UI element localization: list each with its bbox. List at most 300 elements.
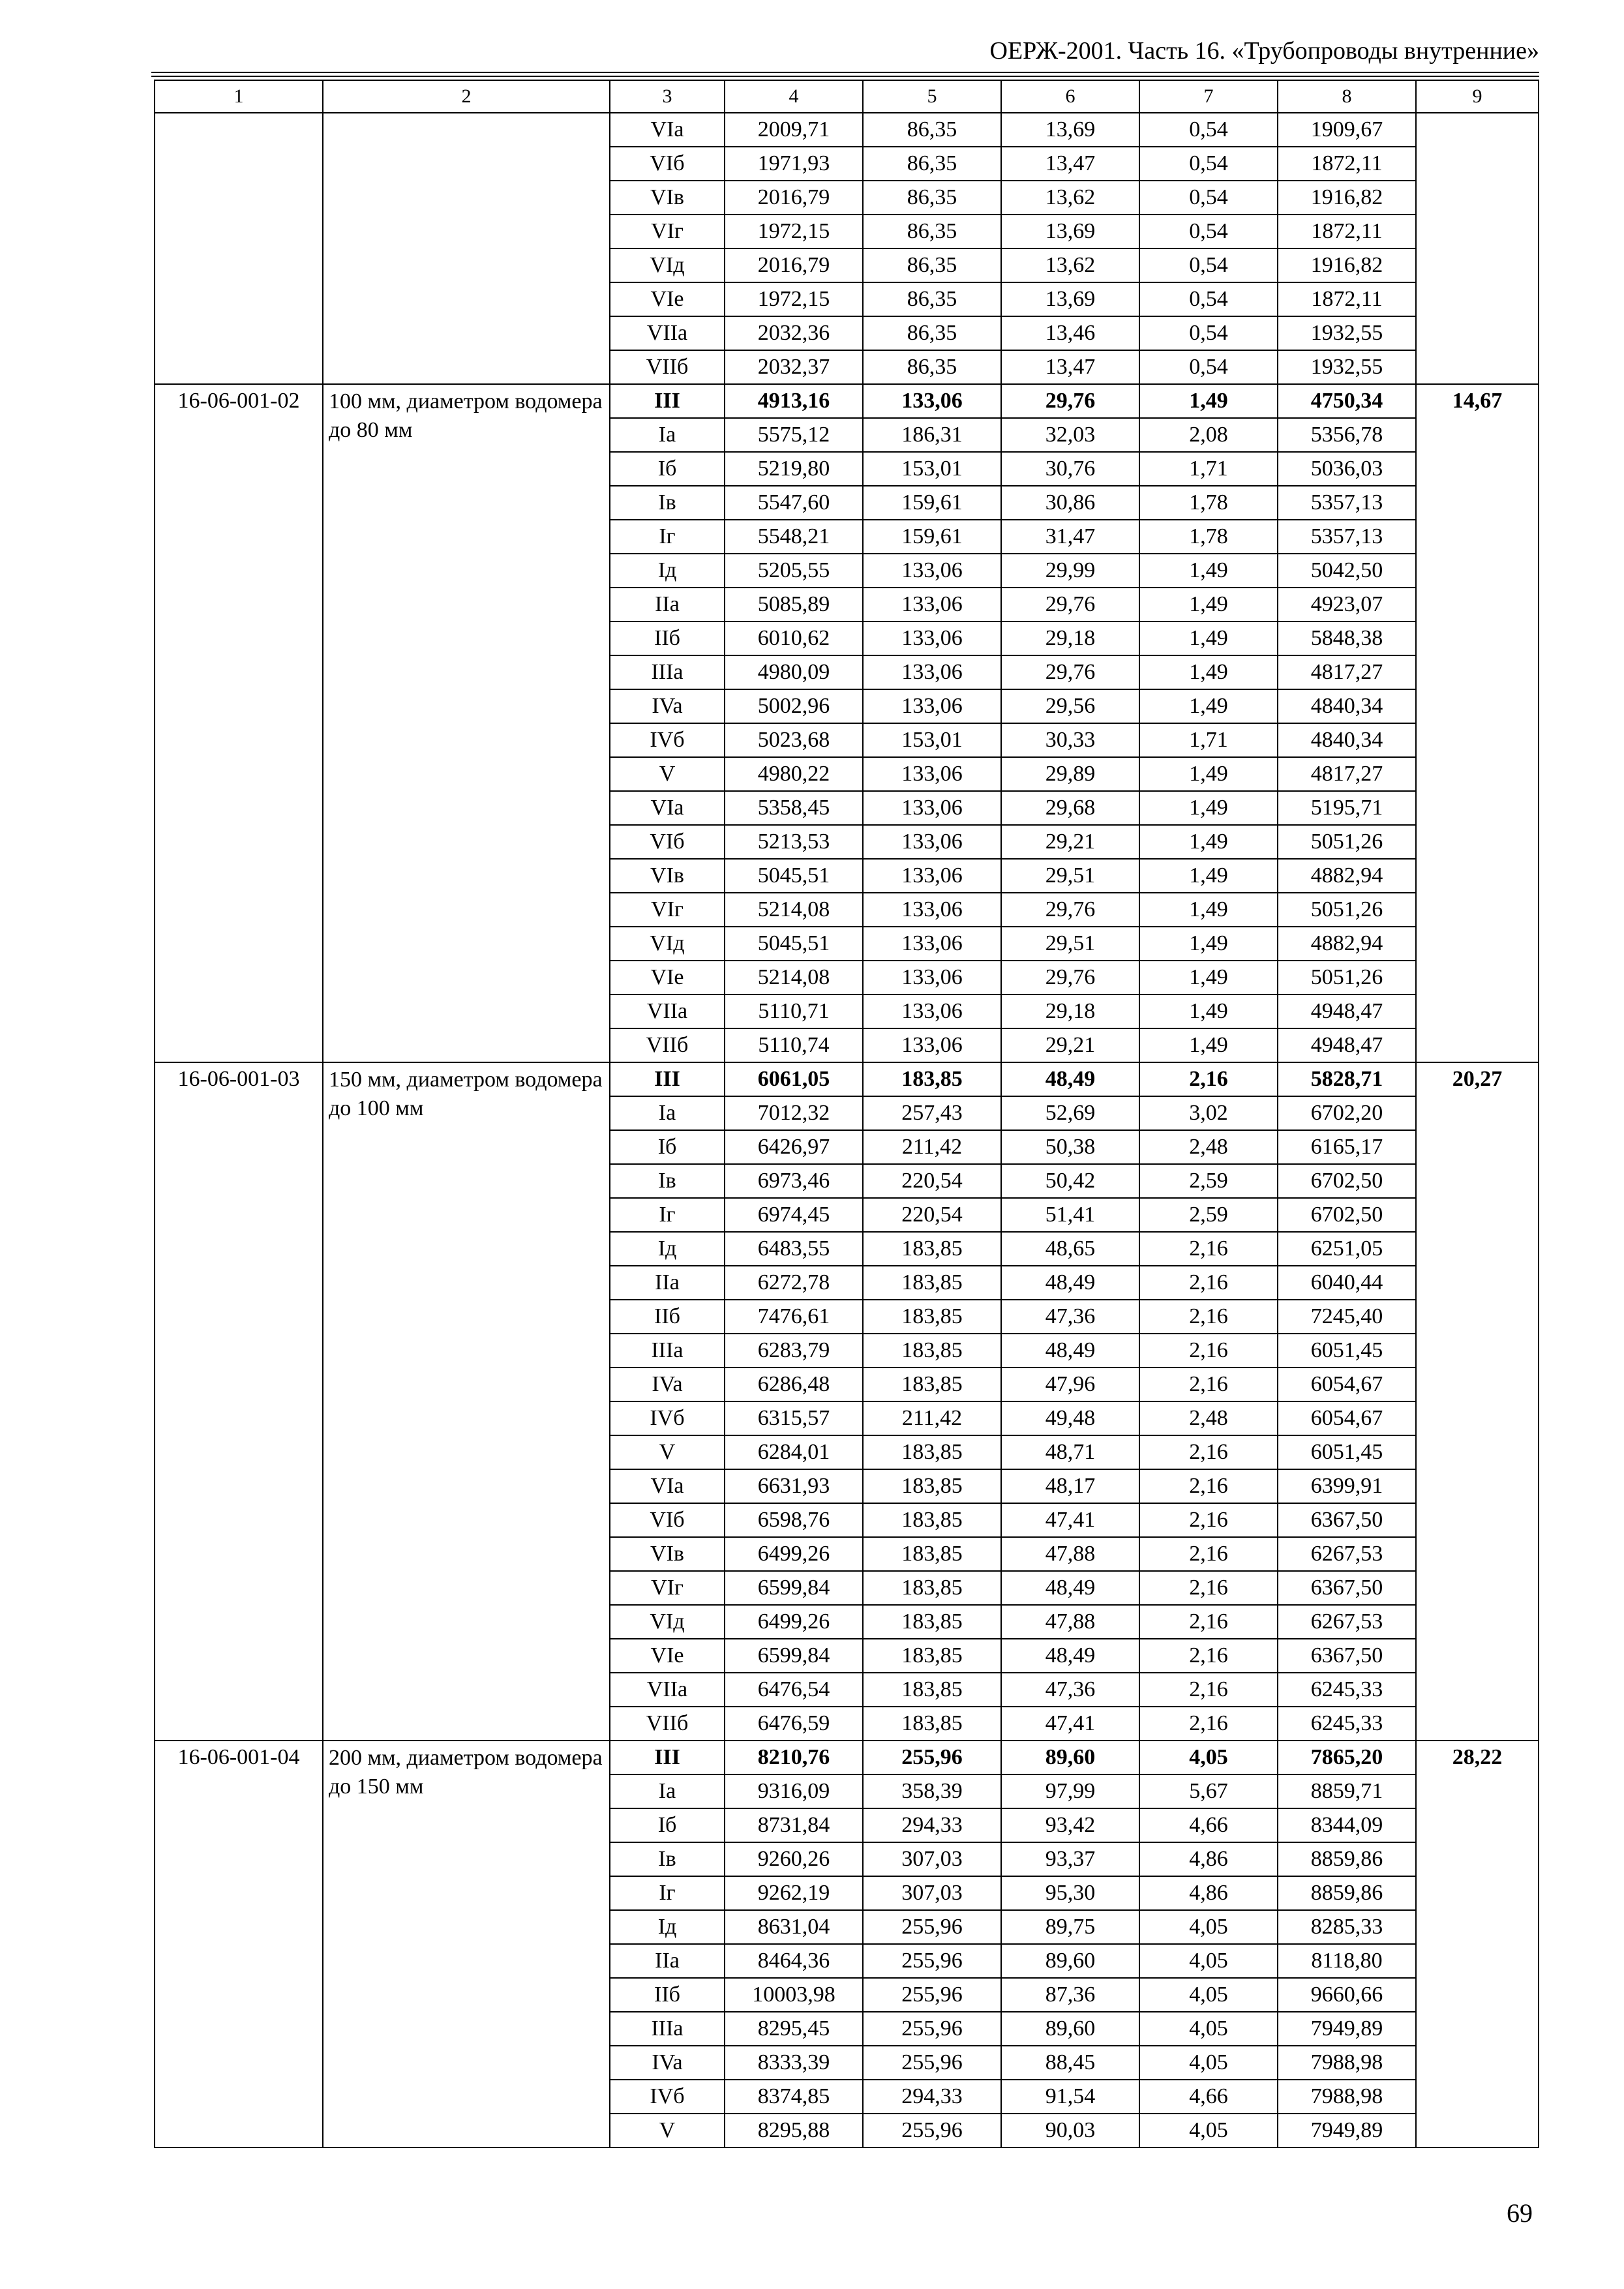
machine-cost-cell: 13,47	[1001, 147, 1139, 181]
wages-cell: 133,06	[863, 791, 1001, 825]
wages-cell: 183,85	[863, 1300, 1001, 1334]
zone-cell: IVб	[610, 723, 725, 757]
materials-cost-cell: 5042,50	[1278, 554, 1416, 588]
rate-description: 150 мм, диаметром водомера до 100 мм	[323, 1062, 610, 1741]
machine-cost-cell: 29,21	[1001, 825, 1139, 859]
driver-wages-cell: 0,54	[1139, 316, 1278, 350]
total-cost-cell: 8295,45	[725, 2012, 863, 2046]
driver-wages-cell: 0,54	[1139, 282, 1278, 316]
wages-cell: 159,61	[863, 486, 1001, 520]
table-row	[155, 113, 1539, 147]
driver-wages-cell: 1,71	[1139, 452, 1278, 486]
wages-cell: 255,96	[863, 2012, 1001, 2046]
wages-cell: 183,85	[863, 1266, 1001, 1300]
wages-cell: 183,85	[863, 1537, 1001, 1571]
zone-cell: III	[610, 1062, 725, 1096]
zone-cell: IVa	[610, 2046, 725, 2080]
total-cost-cell: 6283,79	[725, 1334, 863, 1368]
wages-cell: 183,85	[863, 1334, 1001, 1368]
machine-cost-cell: 29,18	[1001, 621, 1139, 655]
materials-cost-cell: 6051,45	[1278, 1334, 1416, 1368]
zone-cell: Iв	[610, 1164, 725, 1198]
materials-cost-cell: 1932,55	[1278, 316, 1416, 350]
total-cost-cell: 5214,08	[725, 893, 863, 927]
driver-wages-cell: 3,02	[1139, 1096, 1278, 1130]
page-number: 69	[1507, 2198, 1533, 2228]
wages-cell: 86,35	[863, 350, 1001, 384]
materials-cost-cell: 8118,80	[1278, 1944, 1416, 1978]
driver-wages-cell: 1,49	[1139, 893, 1278, 927]
total-cost-cell: 2009,71	[725, 113, 863, 147]
wages-cell: 133,06	[863, 588, 1001, 621]
materials-cost-cell: 6267,53	[1278, 1537, 1416, 1571]
driver-wages-cell: 2,16	[1139, 1673, 1278, 1707]
zone-cell: VIв	[610, 1537, 725, 1571]
materials-cost-cell: 6267,53	[1278, 1605, 1416, 1639]
wages-cell: 133,06	[863, 995, 1001, 1028]
materials-cost-cell: 5051,26	[1278, 961, 1416, 995]
total-cost-cell: 9316,09	[725, 1774, 863, 1808]
materials-cost-cell: 4817,27	[1278, 757, 1416, 791]
machine-cost-cell: 88,45	[1001, 2046, 1139, 2080]
machine-cost-cell: 13,69	[1001, 113, 1139, 147]
driver-wages-cell: 1,49	[1139, 655, 1278, 689]
wages-cell: 133,06	[863, 825, 1001, 859]
materials-cost-cell: 5357,13	[1278, 520, 1416, 554]
zone-cell: IIIa	[610, 1334, 725, 1368]
zone-cell: VIб	[610, 147, 725, 181]
zone-cell: IIa	[610, 588, 725, 621]
materials-cost-cell: 5195,71	[1278, 791, 1416, 825]
wages-cell: 307,03	[863, 1876, 1001, 1910]
driver-wages-cell: 1,71	[1139, 723, 1278, 757]
wages-cell: 133,06	[863, 927, 1001, 961]
materials-cost-cell: 6245,33	[1278, 1673, 1416, 1707]
materials-cost-cell: 5357,13	[1278, 486, 1416, 520]
materials-cost-cell: 7245,40	[1278, 1300, 1416, 1334]
materials-cost-cell: 6251,05	[1278, 1232, 1416, 1266]
driver-wages-cell: 4,05	[1139, 1910, 1278, 1944]
total-cost-cell: 6426,97	[725, 1130, 863, 1164]
wages-cell: 86,35	[863, 181, 1001, 215]
zone-cell: V	[610, 2114, 725, 2147]
zone-cell: Ia	[610, 1774, 725, 1808]
driver-wages-cell: 1,78	[1139, 520, 1278, 554]
materials-cost-cell: 6702,50	[1278, 1198, 1416, 1232]
zone-cell: VIд	[610, 927, 725, 961]
machine-cost-cell: 29,76	[1001, 893, 1139, 927]
wages-cell: 86,35	[863, 282, 1001, 316]
driver-wages-cell: 2,08	[1139, 418, 1278, 452]
machine-cost-cell: 47,96	[1001, 1368, 1139, 1401]
zone-cell: VIIa	[610, 995, 725, 1028]
wages-cell: 183,85	[863, 1062, 1001, 1096]
driver-wages-cell: 1,49	[1139, 689, 1278, 723]
driver-wages-cell: 4,86	[1139, 1876, 1278, 1910]
driver-wages-cell: 1,49	[1139, 554, 1278, 588]
zone-cell: IIIa	[610, 655, 725, 689]
column-number-row	[155, 80, 1539, 113]
total-cost-cell: 6272,78	[725, 1266, 863, 1300]
machine-cost-cell: 93,37	[1001, 1842, 1139, 1876]
wages-cell: 255,96	[863, 1944, 1001, 1978]
zone-cell: IIб	[610, 1978, 725, 2012]
materials-cost-cell: 5051,26	[1278, 893, 1416, 927]
labor-hours-cell: 14,67	[1416, 384, 1539, 1062]
machine-cost-cell: 29,51	[1001, 859, 1139, 893]
zone-cell: Iг	[610, 1198, 725, 1232]
zone-cell: VIa	[610, 113, 725, 147]
total-cost-cell: 6599,84	[725, 1639, 863, 1673]
zone-cell: VIa	[610, 1469, 725, 1503]
total-cost-cell: 5002,96	[725, 689, 863, 723]
driver-wages-cell: 1,49	[1139, 791, 1278, 825]
column-number: 5	[863, 80, 1001, 113]
total-cost-cell: 4913,16	[725, 384, 863, 418]
driver-wages-cell: 1,78	[1139, 486, 1278, 520]
machine-cost-cell: 48,49	[1001, 1334, 1139, 1368]
total-cost-cell: 6061,05	[725, 1062, 863, 1096]
zone-cell: VIa	[610, 791, 725, 825]
zone-cell: VIв	[610, 181, 725, 215]
total-cost-cell: 6286,48	[725, 1368, 863, 1401]
materials-cost-cell: 4882,94	[1278, 927, 1416, 961]
driver-wages-cell: 2,16	[1139, 1266, 1278, 1300]
rate-code: 16-06-001-02	[155, 384, 323, 1062]
wages-cell: 133,06	[863, 1028, 1001, 1062]
column-number: 3	[610, 80, 725, 113]
driver-wages-cell: 2,16	[1139, 1707, 1278, 1741]
materials-cost-cell: 1916,82	[1278, 248, 1416, 282]
driver-wages-cell: 0,54	[1139, 181, 1278, 215]
driver-wages-cell: 4,05	[1139, 1978, 1278, 2012]
total-cost-cell: 6483,55	[725, 1232, 863, 1266]
zone-cell: Iг	[610, 520, 725, 554]
machine-cost-cell: 89,75	[1001, 1910, 1139, 1944]
driver-wages-cell: 5,67	[1139, 1774, 1278, 1808]
zone-cell: IVб	[610, 1401, 725, 1435]
driver-wages-cell: 1,49	[1139, 621, 1278, 655]
driver-wages-cell: 2,16	[1139, 1300, 1278, 1334]
wages-cell: 86,35	[863, 248, 1001, 282]
wages-cell: 86,35	[863, 316, 1001, 350]
materials-cost-cell: 5848,38	[1278, 621, 1416, 655]
total-cost-cell: 6284,01	[725, 1435, 863, 1469]
zone-cell: VIг	[610, 215, 725, 248]
materials-cost-cell: 7988,98	[1278, 2080, 1416, 2114]
labor-hours-cell	[1416, 113, 1539, 384]
wages-cell: 183,85	[863, 1639, 1001, 1673]
zone-cell: VIe	[610, 1639, 725, 1673]
total-cost-cell: 4980,22	[725, 757, 863, 791]
total-cost-cell: 5110,71	[725, 995, 863, 1028]
total-cost-cell: 5358,45	[725, 791, 863, 825]
total-cost-cell: 5214,08	[725, 961, 863, 995]
header-double-rule	[151, 72, 1539, 77]
materials-cost-cell: 7949,89	[1278, 2114, 1416, 2147]
machine-cost-cell: 48,71	[1001, 1435, 1139, 1469]
wages-cell: 220,54	[863, 1164, 1001, 1198]
driver-wages-cell: 2,16	[1139, 1537, 1278, 1571]
machine-cost-cell: 31,47	[1001, 520, 1139, 554]
driver-wages-cell: 2,16	[1139, 1639, 1278, 1673]
materials-cost-cell: 8285,33	[1278, 1910, 1416, 1944]
total-cost-cell: 4980,09	[725, 655, 863, 689]
total-cost-cell: 1972,15	[725, 282, 863, 316]
zone-cell: IIa	[610, 1944, 725, 1978]
machine-cost-cell: 90,03	[1001, 2114, 1139, 2147]
materials-cost-cell: 7949,89	[1278, 2012, 1416, 2046]
materials-cost-cell: 6702,20	[1278, 1096, 1416, 1130]
wages-cell: 220,54	[863, 1198, 1001, 1232]
machine-cost-cell: 47,36	[1001, 1673, 1139, 1707]
total-cost-cell: 5575,12	[725, 418, 863, 452]
driver-wages-cell: 1,49	[1139, 859, 1278, 893]
materials-cost-cell: 1872,11	[1278, 282, 1416, 316]
wages-cell: 133,06	[863, 621, 1001, 655]
wages-cell: 211,42	[863, 1401, 1001, 1435]
driver-wages-cell: 4,05	[1139, 2114, 1278, 2147]
machine-cost-cell: 52,69	[1001, 1096, 1139, 1130]
zone-cell: V	[610, 757, 725, 791]
materials-cost-cell: 6054,67	[1278, 1368, 1416, 1401]
wages-cell: 183,85	[863, 1469, 1001, 1503]
machine-cost-cell: 87,36	[1001, 1978, 1139, 2012]
total-cost-cell: 8374,85	[725, 2080, 863, 2114]
machine-cost-cell: 50,38	[1001, 1130, 1139, 1164]
rate-code: 16-06-001-03	[155, 1062, 323, 1741]
driver-wages-cell: 1,49	[1139, 757, 1278, 791]
machine-cost-cell: 13,69	[1001, 215, 1139, 248]
machine-cost-cell: 13,62	[1001, 248, 1139, 282]
wages-cell: 307,03	[863, 1842, 1001, 1876]
column-number: 4	[725, 80, 863, 113]
zone-cell: IIa	[610, 1266, 725, 1300]
materials-cost-cell: 4840,34	[1278, 723, 1416, 757]
zone-cell: Iд	[610, 1910, 725, 1944]
zone-cell: III	[610, 384, 725, 418]
materials-cost-cell: 7865,20	[1278, 1741, 1416, 1774]
machine-cost-cell: 29,21	[1001, 1028, 1139, 1062]
machine-cost-cell: 32,03	[1001, 418, 1139, 452]
materials-cost-cell: 6367,50	[1278, 1639, 1416, 1673]
zone-cell: IVa	[610, 689, 725, 723]
materials-cost-cell: 4882,94	[1278, 859, 1416, 893]
driver-wages-cell: 0,54	[1139, 147, 1278, 181]
zone-cell: VIд	[610, 248, 725, 282]
materials-cost-cell: 6367,50	[1278, 1571, 1416, 1605]
total-cost-cell: 6010,62	[725, 621, 863, 655]
machine-cost-cell: 29,56	[1001, 689, 1139, 723]
machine-cost-cell: 48,49	[1001, 1639, 1139, 1673]
total-cost-cell: 6499,26	[725, 1537, 863, 1571]
rate-description: 200 мм, диаметром водомера до 150 мм	[323, 1741, 610, 2147]
driver-wages-cell: 0,54	[1139, 248, 1278, 282]
total-cost-cell: 6476,54	[725, 1673, 863, 1707]
price-table	[154, 80, 1539, 2148]
machine-cost-cell: 29,18	[1001, 995, 1139, 1028]
driver-wages-cell: 2,16	[1139, 1605, 1278, 1639]
zone-cell: VIб	[610, 825, 725, 859]
driver-wages-cell: 4,05	[1139, 1944, 1278, 1978]
wages-cell: 255,96	[863, 1978, 1001, 2012]
column-number: 7	[1139, 80, 1278, 113]
column-number: 1	[155, 80, 323, 113]
total-cost-cell: 5205,55	[725, 554, 863, 588]
wages-cell: 86,35	[863, 215, 1001, 248]
machine-cost-cell: 29,51	[1001, 927, 1139, 961]
machine-cost-cell: 30,33	[1001, 723, 1139, 757]
price-table-body	[155, 80, 1539, 2147]
zone-cell: VIд	[610, 1605, 725, 1639]
zone-cell: VIIб	[610, 1707, 725, 1741]
wages-cell: 183,85	[863, 1707, 1001, 1741]
total-cost-cell: 1972,15	[725, 215, 863, 248]
rate-code: 16-06-001-04	[155, 1741, 323, 2147]
driver-wages-cell: 4,66	[1139, 2080, 1278, 2114]
wages-cell: 133,06	[863, 689, 1001, 723]
wages-cell: 183,85	[863, 1368, 1001, 1401]
total-cost-cell: 5548,21	[725, 520, 863, 554]
rate-description	[323, 113, 610, 384]
machine-cost-cell: 47,88	[1001, 1605, 1139, 1639]
wages-cell: 183,85	[863, 1605, 1001, 1639]
materials-cost-cell: 4923,07	[1278, 588, 1416, 621]
wages-cell: 133,06	[863, 655, 1001, 689]
zone-cell: VIIa	[610, 316, 725, 350]
zone-cell: Iг	[610, 1876, 725, 1910]
machine-cost-cell: 48,49	[1001, 1062, 1139, 1096]
machine-cost-cell: 13,47	[1001, 350, 1139, 384]
materials-cost-cell: 9660,66	[1278, 1978, 1416, 2012]
labor-hours-cell: 20,27	[1416, 1062, 1539, 1741]
machine-cost-cell: 48,49	[1001, 1571, 1139, 1605]
machine-cost-cell: 97,99	[1001, 1774, 1139, 1808]
driver-wages-cell: 4,05	[1139, 2012, 1278, 2046]
table-row	[155, 1062, 1539, 1096]
machine-cost-cell: 29,76	[1001, 384, 1139, 418]
materials-cost-cell: 1909,67	[1278, 113, 1416, 147]
driver-wages-cell: 1,49	[1139, 927, 1278, 961]
materials-cost-cell: 4948,47	[1278, 1028, 1416, 1062]
total-cost-cell: 9262,19	[725, 1876, 863, 1910]
materials-cost-cell: 6040,44	[1278, 1266, 1416, 1300]
machine-cost-cell: 29,76	[1001, 655, 1139, 689]
zone-cell: VIe	[610, 282, 725, 316]
column-number: 6	[1001, 80, 1139, 113]
materials-cost-cell: 5828,71	[1278, 1062, 1416, 1096]
zone-cell: Iд	[610, 1232, 725, 1266]
total-cost-cell: 2016,79	[725, 248, 863, 282]
driver-wages-cell: 1,49	[1139, 1028, 1278, 1062]
labor-hours-cell: 28,22	[1416, 1741, 1539, 2147]
driver-wages-cell: 0,54	[1139, 215, 1278, 248]
wages-cell: 183,85	[863, 1673, 1001, 1707]
machine-cost-cell: 30,76	[1001, 452, 1139, 486]
driver-wages-cell: 2,16	[1139, 1334, 1278, 1368]
machine-cost-cell: 48,17	[1001, 1469, 1139, 1503]
wages-cell: 133,06	[863, 859, 1001, 893]
machine-cost-cell: 29,89	[1001, 757, 1139, 791]
machine-cost-cell: 29,99	[1001, 554, 1139, 588]
materials-cost-cell: 6399,91	[1278, 1469, 1416, 1503]
materials-cost-cell: 5051,26	[1278, 825, 1416, 859]
driver-wages-cell: 4,05	[1139, 1741, 1278, 1774]
total-cost-cell: 6631,93	[725, 1469, 863, 1503]
driver-wages-cell: 2,16	[1139, 1232, 1278, 1266]
column-number: 9	[1416, 80, 1539, 113]
zone-cell: VIIб	[610, 350, 725, 384]
materials-cost-cell: 8859,86	[1278, 1842, 1416, 1876]
materials-cost-cell: 6702,50	[1278, 1164, 1416, 1198]
total-cost-cell: 6315,57	[725, 1401, 863, 1435]
wages-cell: 133,06	[863, 757, 1001, 791]
zone-cell: VIIa	[610, 1673, 725, 1707]
total-cost-cell: 5547,60	[725, 486, 863, 520]
wages-cell: 211,42	[863, 1130, 1001, 1164]
zone-cell: VIг	[610, 1571, 725, 1605]
driver-wages-cell: 1,49	[1139, 961, 1278, 995]
total-cost-cell: 6599,84	[725, 1571, 863, 1605]
materials-cost-cell: 8859,86	[1278, 1876, 1416, 1910]
total-cost-cell: 2032,37	[725, 350, 863, 384]
machine-cost-cell: 30,86	[1001, 486, 1139, 520]
machine-cost-cell: 89,60	[1001, 1741, 1139, 1774]
zone-cell: Iв	[610, 486, 725, 520]
wages-cell: 153,01	[863, 723, 1001, 757]
machine-cost-cell: 47,36	[1001, 1300, 1139, 1334]
materials-cost-cell: 5356,78	[1278, 418, 1416, 452]
materials-cost-cell: 1932,55	[1278, 350, 1416, 384]
wages-cell: 255,96	[863, 1910, 1001, 1944]
total-cost-cell: 5085,89	[725, 588, 863, 621]
wages-cell: 133,06	[863, 554, 1001, 588]
materials-cost-cell: 8859,71	[1278, 1774, 1416, 1808]
materials-cost-cell: 1872,11	[1278, 215, 1416, 248]
driver-wages-cell: 1,49	[1139, 588, 1278, 621]
wages-cell: 133,06	[863, 961, 1001, 995]
table-row	[155, 384, 1539, 418]
total-cost-cell: 6974,45	[725, 1198, 863, 1232]
total-cost-cell: 10003,98	[725, 1978, 863, 2012]
wages-cell: 183,85	[863, 1571, 1001, 1605]
rate-description: 100 мм, диаметром водомера до 80 мм	[323, 384, 610, 1062]
zone-cell: IVa	[610, 1368, 725, 1401]
zone-cell: VIг	[610, 893, 725, 927]
total-cost-cell: 8295,88	[725, 2114, 863, 2147]
wages-cell: 186,31	[863, 418, 1001, 452]
zone-cell: Ia	[610, 418, 725, 452]
table-row	[155, 1741, 1539, 1774]
zone-cell: VIIб	[610, 1028, 725, 1062]
machine-cost-cell: 29,68	[1001, 791, 1139, 825]
total-cost-cell: 1971,93	[725, 147, 863, 181]
driver-wages-cell: 2,59	[1139, 1164, 1278, 1198]
rate-code	[155, 113, 323, 384]
materials-cost-cell: 4840,34	[1278, 689, 1416, 723]
total-cost-cell: 6973,46	[725, 1164, 863, 1198]
machine-cost-cell: 47,41	[1001, 1707, 1139, 1741]
materials-cost-cell: 6367,50	[1278, 1503, 1416, 1537]
wages-cell: 255,96	[863, 2114, 1001, 2147]
zone-cell: IIб	[610, 1300, 725, 1334]
total-cost-cell: 5219,80	[725, 452, 863, 486]
wages-cell: 183,85	[863, 1232, 1001, 1266]
zone-cell: IIIa	[610, 2012, 725, 2046]
total-cost-cell: 6598,76	[725, 1503, 863, 1537]
materials-cost-cell: 6165,17	[1278, 1130, 1416, 1164]
zone-cell: III	[610, 1741, 725, 1774]
